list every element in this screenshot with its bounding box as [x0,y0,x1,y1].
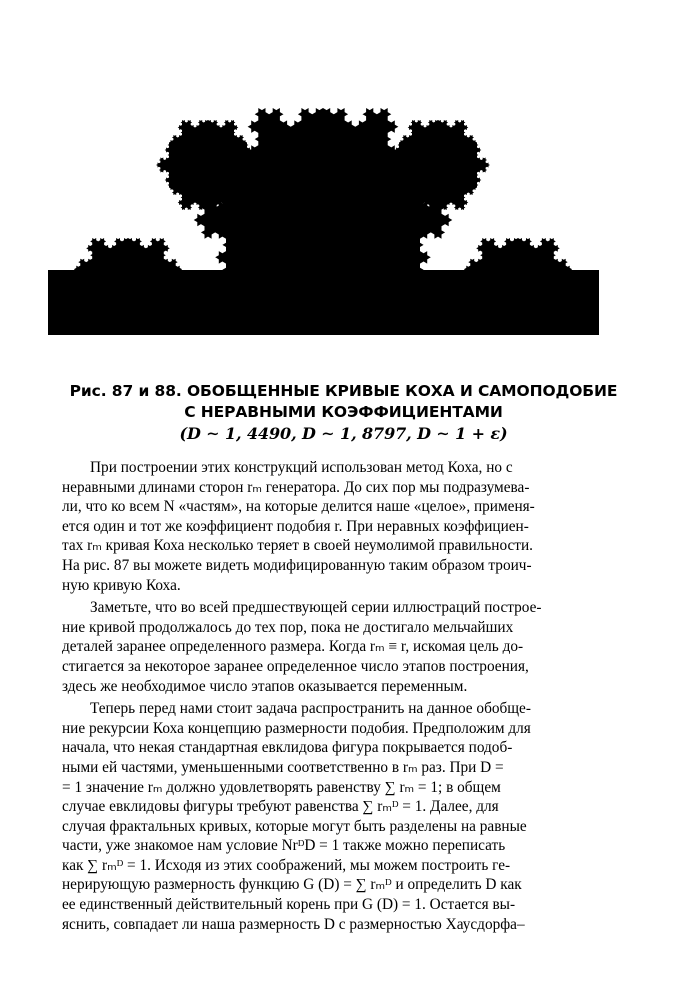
text-line: начала, что некая стандартная евклидова фигура покрывается подоб- [62,739,513,757]
text-line: ние рекурсии Коха концепцию размерности подобия. Предположим для [62,719,531,737]
text-line: случае евклидовы фигуры требуют равенства ∑ rₘᴰ = 1. Далее, для [62,798,499,816]
text-line: неравными длинами сторон rₘ генератора. До сих пор мы подразумева- [62,478,530,496]
paragraph-2 [62,598,598,696]
text-line: На рис. 87 вы можете видеть модифицированную таким образом троич- [62,556,532,574]
text-line: = 1 значение rₘ должно удовлетворять равенству ∑ rₘ = 1; в общем [62,778,501,796]
text-line: ными ей частями, уменьшенными соответственно в rₘ раз. При D = [62,758,504,776]
text-line: части, уже знакомое нам условие NrᴰD = 1 также можно переписать [62,837,506,855]
text-line: Теперь перед нами стоит задача распространить на данное обобще- [90,700,531,718]
text-line: ее единственный действительный корень при G (D) = 1. Остается вы- [62,896,516,914]
paragraph-3 [62,699,598,934]
text-line: нерирующую размерность функцию G (D) = ∑ rₘᴰ и определить D как [62,876,522,894]
caption-line-1: Рис. 87 и 88. ОБОБЩЕННЫЕ КРИВЫЕ КОХА И САМОПОДОБИЕ [69,382,618,400]
text-line: ние кривой продолжалось до тех пор, пока не достигало мельчайших [62,618,514,636]
koch-base-fill [48,270,599,315]
figure-caption [40,381,647,444]
text-line: случая фрактальных кривых, которые могут быть разделены на равные [62,817,527,835]
text-line: При построении этих конструкций использован метод Коха, но с [90,459,513,476]
text-line: Заметьте, что во всей предшествующей серии иллюстраций построе- [90,599,542,617]
text-line: стигается за некоторое заранее определенное число этапов построения, [62,657,529,675]
body-text [62,458,598,937]
koch-curve-image [48,70,599,335]
caption-dimensions: (D ∼ 1, 4490, D ∼ 1, 8797, D ∼ 1 + ε) [179,424,508,443]
text-line: ную кривую Коха. [62,576,181,594]
text-line: ется один и тот же коэффициент подобия r. При неравных коэффициен- [62,517,529,535]
text-line: деталей заранее определенного размера. Когда rₘ ≡ r, искомая цель до- [62,638,524,656]
text-line: как ∑ rₘᴰ = 1. Исходя из этих соображений, мы можем построить ге- [62,856,511,874]
text-line: яснить, совпадает ли наша размерность D с размерностью Хаусдорфа– [62,915,525,933]
text-line: тах rₘ кривая Коха несколько теряет в своей неумолимой правильности. [62,537,533,555]
paragraph-1 [62,458,598,595]
text-line: ли, что ко всем N «частям», на которые делится наше «целое», применя- [62,498,535,516]
caption-line-2: С НЕРАВНЫМИ КОЭФФИЦИЕНТАМИ [184,403,503,421]
koch-curve-figure [48,70,599,335]
koch-shapes [48,108,599,335]
text-line: здесь же необходимое число этапов оказывается переменным. [62,677,468,695]
